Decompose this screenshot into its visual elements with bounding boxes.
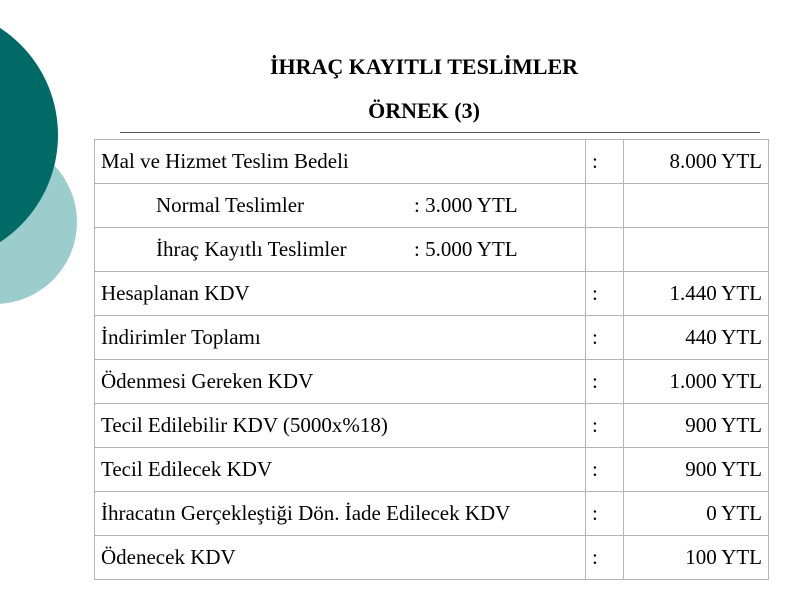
sub-item-name: İhraç Kayıtlı Teslimler [156, 237, 347, 261]
sub-item-amount: : 3.000 YTL [414, 193, 518, 217]
page-subtitle: ÖRNEK (3) [368, 98, 480, 123]
row-value: 440 YTL [624, 316, 769, 360]
row-value [624, 184, 769, 228]
row-colon: : [586, 404, 624, 448]
row-label: Ödenmesi Gereken KDV [95, 360, 586, 404]
row-colon: : [586, 492, 624, 536]
row-colon: : [586, 448, 624, 492]
table-row [95, 272, 769, 316]
table-row [95, 316, 769, 360]
row-label: İhracatın Gerçekleştiği Dön. İade Edilecek KDV [95, 492, 586, 536]
page-title: İHRAÇ KAYITLI TESLİMLER [269, 54, 579, 79]
row-label [95, 184, 586, 228]
row-value: 100 YTL [624, 536, 769, 580]
row-colon: : [586, 316, 624, 360]
row-colon: : [586, 536, 624, 580]
sub-item-name: Normal Teslimler [156, 193, 305, 217]
row-label: Ödenecek KDV [95, 536, 586, 580]
row-label [95, 228, 586, 272]
row-colon: : [586, 272, 624, 316]
title-divider [120, 132, 760, 133]
table-row [95, 448, 769, 492]
row-value: 1.000 YTL [624, 360, 769, 404]
row-colon: : [586, 360, 624, 404]
table-row [95, 536, 769, 580]
table-row-sub [95, 184, 769, 228]
row-colon [586, 228, 624, 272]
row-value [624, 228, 769, 272]
row-value: 900 YTL [624, 448, 769, 492]
row-label: Mal ve Hizmet Teslim Bedeli [95, 140, 586, 184]
row-value: 900 YTL [624, 404, 769, 448]
row-value: 8.000 YTL [624, 140, 769, 184]
row-value: 1.440 YTL [624, 272, 769, 316]
row-value: 0 YTL [624, 492, 769, 536]
row-colon [586, 184, 624, 228]
table-row [95, 140, 769, 184]
table-row [95, 404, 769, 448]
row-label: Tecil Edilecek KDV [95, 448, 586, 492]
kdv-table [94, 139, 769, 580]
row-label: İndirimler Toplamı [95, 316, 586, 360]
table-row-sub [95, 228, 769, 272]
row-label: Hesaplanan KDV [95, 272, 586, 316]
table-row [95, 360, 769, 404]
table-row [95, 492, 769, 536]
row-label: Tecil Edilebilir KDV (5000x%18) [95, 404, 586, 448]
sub-item-amount: : 5.000 YTL [414, 237, 518, 261]
row-colon: : [586, 140, 624, 184]
